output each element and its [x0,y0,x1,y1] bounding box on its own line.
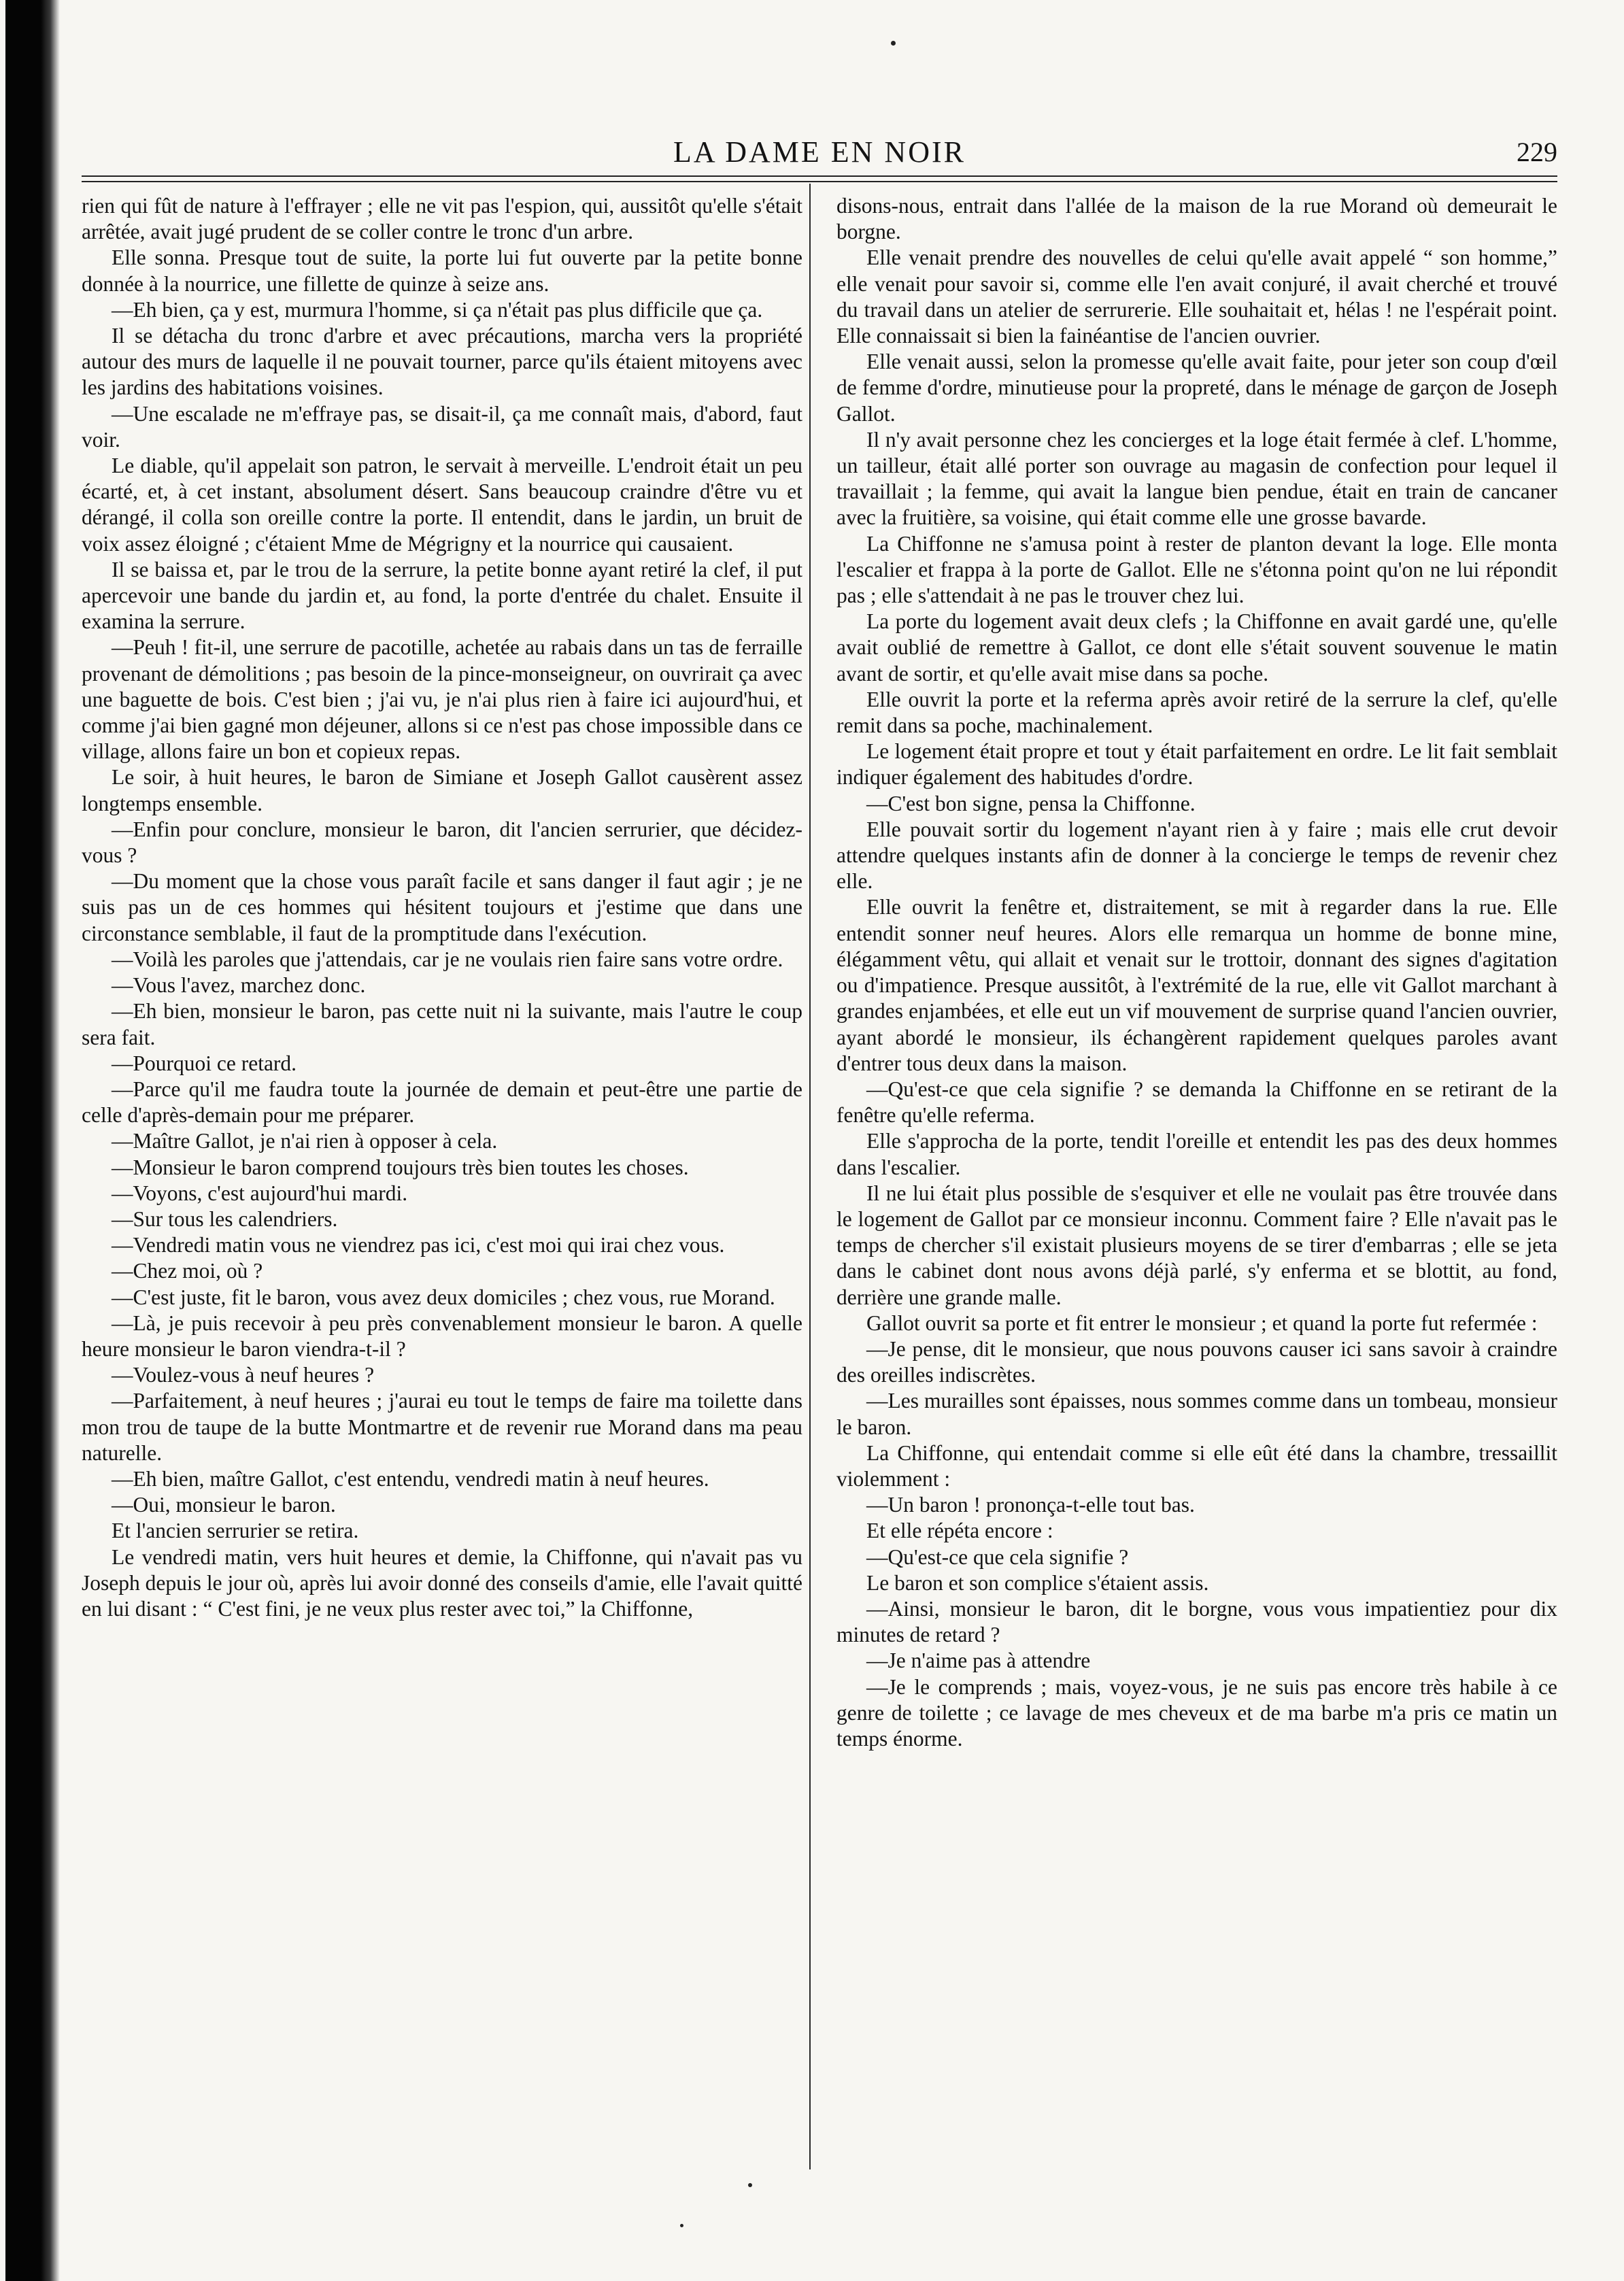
running-header [82,102,1557,184]
paragraph: Elle sonna. Presque tout de suite, la porte lui fut ouverte par la petite bonne donnée à la nourrice, une fillette de quinze à seize ans. [82,246,802,296]
paragraph: —Sur tous les calendriers. [112,1206,338,1231]
paragraph: —Du moment que la chose vous paraît facile et sans danger il faut agir ; je ne suis pas un de ces hommes qui hésitent toujours et j'estime que dans une circonstance semblable, il faut de la promptitude dans l'exécution. [82,869,802,945]
paragraph: Elle pouvait sortir du logement n'ayant rien à y faire ; mais elle crut devoir attendre quelques instants afin de donner à la concierge le temps de revenir chez elle. [836,817,1557,894]
paragraph: Il ne lui était plus possible de s'esquiver et elle ne voulait pas être trouvée dans le logement de Gallot par ce monsieur inconnu. Comment faire ? Elle n'avait pas le temps de chercher s'il existait plusieurs moyens de se tirer d'embarras ; elle se jeta dans le cabinet dont nous avons déjà parlé, s'y enferma et se blottit, au fond, derrière une grande malle. [836,1181,1557,1309]
paragraph: —Monsieur le baron comprend toujours très bien toutes les choses. [112,1155,689,1179]
paragraph: Le diable, qu'il appelait son patron, le servait à merveille. L'endroit était un peu écarté, et, à cet instant, absolument désert. Sans beaucoup craindre d'être vu et dérangé, il colla son oreille contre la porte. Il entendit, dans le jardin, un bruit de voix assez éloigné ; c'étaient Mme de Mégrigny et la nourrice qui causaient. [82,454,802,556]
page-number: 229 [1517,137,1557,167]
paragraph: —Eh bien, monsieur le baron, pas cette nuit ni la suivante, mais l'autre le coup sera fait. [82,999,802,1049]
header-rule-second [82,181,1557,182]
text-column-left [82,193,802,2193]
paragraph: —Les murailles sont épaisses, nous sommes comme dans un tombeau, monsieur le baron. [836,1389,1557,1439]
paragraph: Elle ouvrit la fenêtre et, distraitement, se mit à regarder dans la rue. Elle entendit sonner neuf heures. Alors elle remarqua un homme de bonne mine, élégamment vêtu, qui allait et venait sur le trottoir, donnant des signes d'agitation ou d'impatience. Presque aussitôt, à l'extrémité de la rue, elle vit Gallot marchant à grandes enjambées, et elle eut un vif mouvement de surprise quand l'ancien ouvrier, ayant abordé le monsieur, ils échangèrent rapidement quelques paroles avant d'entrer tous deux dans la maison. [836,895,1557,1075]
paragraph: —C'est juste, fit le baron, vous avez deux domiciles ; chez vous, rue Morand. [112,1285,775,1309]
paragraph: —Chez moi, où ? [112,1259,263,1283]
paragraph: —C'est bon signe, pensa la Chiffonne. [866,791,1196,815]
paragraph: —Eh bien, ça y est, murmura l'homme, si ça n'était pas plus difficile que ça. [112,297,763,322]
paragraph: —Maître Gallot, je n'ai rien à opposer à cela. [112,1129,498,1153]
paragraph: —Vendredi matin vous ne viendrez pas ici, c'est moi qui irai chez vous. [112,1233,725,1257]
paragraph: La Chiffonne, qui entendait comme si elle eût été dans la chambre, tressaillit violemment : [836,1440,1557,1491]
paragraph: Et l'ancien serrurier se retira. [112,1519,359,1543]
book-binding-edge [5,0,60,2281]
paragraph: Et elle répéta encore : [866,1519,1053,1543]
paragraph: —Vous l'avez, marchez donc. [112,973,366,998]
paragraph: —Enfin pour conclure, monsieur le baron, dit l'ancien serrurier, que décidez-vous ? [82,817,802,868]
paragraph: —Je le comprends ; mais, voyez-vous, je ne suis pas encore très habile à ce genre de toilette ; ce lavage de mes cheveux et de ma barbe m'a pris ce matin un temps énorme. [836,1674,1557,1751]
paragraph: Le soir, à huit heures, le baron de Simiane et Joseph Gallot causèrent assez longtemps ensemble. [82,765,802,815]
paragraph: —Qu'est-ce que cela signifie ? [866,1544,1129,1569]
paragraph: Gallot ouvrit sa porte et fit entrer le monsieur ; et quand la porte fut refermée : [866,1311,1538,1335]
paragraph: —Je n'aime pas à attendre [866,1649,1091,1673]
paragraph: —Voilà les paroles que j'attendais, car je ne voulais rien faire sans votre ordre. [112,947,783,971]
paragraph: La Chiffonne ne s'amusa point à rester de planton devant la loge. Elle monta l'escalier et frappa à la porte de Gallot. Elle ne s'étonna point qu'on ne lui répondit pas ; elle s'attendait à ne pas le trouver chez lui. [836,531,1557,608]
paragraph: —Voulez-vous à neuf heures ? [112,1363,375,1387]
paragraph: —Peuh ! fit-il, une serrure de pacotille, achetée au rabais dans un tas de ferraille provenant de démolitions ; pas besoin de la pince-monseigneur, on ouvrirait ça avec une baguette de bois. C'est bien ; j'ai vu, je n'ai plus rien à faire ici aujourd'hui, et comme j'ai bien gagné mon déjeuner, allons si ce n'est pas chose impossible dans ce village, allons faire un bon et copieux repas. [82,635,802,764]
paragraph: —Là, je puis recevoir à peu près convenablement monsieur le baron. A quelle heure monsieur le baron viendra-t-il ? [82,1311,802,1361]
paragraph: Elle ouvrit la porte et la referma après avoir retiré de la serrure la clef, qu'elle remit dans sa poche, machinalement. [836,687,1557,738]
paragraph: —Parfaitement, à neuf heures ; j'aurai eu tout le temps de faire ma toilette dans mon trou de taupe de la butte Montmartre et de revenir rue Morand dans ma peau naturelle. [82,1389,802,1465]
paragraph: —Une escalade ne m'effraye pas, se disait-il, ça me connaît mais, d'abord, faut voir. [82,401,802,452]
paragraph: —Parce qu'il me faudra toute la journée de demain et peut-être une partie de celle d'après-demain pour me préparer. [82,1077,802,1128]
paragraph: —Je pense, dit le monsieur, que nous pouvons causer ici sans savoir à craindre des oreilles indiscrètes. [836,1336,1557,1387]
paragraph: —Oui, monsieur le baron. [112,1493,336,1517]
paragraph: Il se baissa et, par le trou de la serrure, la petite bonne ayant retiré la clef, il put apercevoir une bande du jardin et, au fond, la porte d'entrée du chalet. Ensuite il examina la serrure. [82,557,802,634]
paragraph: Il se détacha du tronc d'arbre et avec précautions, marcha vers la propriété autour des murs de laquelle il ne pouvait tourner, parce qu'ils étaient mitoyens avec les jardins des habitations voisines. [82,324,802,400]
paragraph: disons-nous, entrait dans l'allée de la maison de la rue Morand où demeurait le borgne. [836,194,1557,244]
paragraph: —Un baron ! prononça-t-elle tout bas. [866,1493,1195,1517]
paragraph: Le vendredi matin, vers huit heures et demie, la Chiffonne, qui n'avait pas vu Joseph depuis le jour où, après lui avoir donné des conseils d'amie, elle l'avait quitté en lui disant : “ C'est fini, je ne veux plus rester avec toi,” la Chiffonne, [82,1544,802,1621]
paragraph: Elle s'approcha de la porte, tendit l'oreille et entendit les pas des deux hommes dans l'escalier. [836,1129,1557,1179]
paragraph: Elle venait aussi, selon la promesse qu'elle avait faite, pour jeter son coup d'œil de femme d'ordre, minutieuse pour la propreté, dans le ménage de garçon de Joseph Gallot. [836,350,1557,426]
page-title: LA DAME EN NOIR [673,135,966,169]
paragraph: Le logement était propre et tout y était parfaitement en ordre. Le lit fait semblait indiquer également des habitudes d'ordre. [836,739,1557,790]
paragraph: rien qui fût de nature à l'effrayer ; elle ne vit pas l'espion, qui, aussitôt qu'elle s'était arrêtée, avait jugé prudent de se coller contre le tronc d'un arbre. [82,194,802,244]
paragraph: —Eh bien, maître Gallot, c'est entendu, vendredi matin à neuf heures. [112,1466,709,1491]
ink-speck [891,41,896,46]
paragraph: —Ainsi, monsieur le baron, dit le borgne, vous vous impatientiez pour dix minutes de retard ? [836,1596,1557,1647]
ink-speck [748,2183,752,2187]
text-column-right [836,193,1557,2193]
paragraph: La porte du logement avait deux clefs ; la Chiffonne en avait gardé une, qu'elle avait oublié de remettre à Gallot, ce dont elle s'était souvent souvenue le matin avant de sortir, et qu'elle avait mise dans sa poche. [836,609,1557,686]
paragraph: Elle venait prendre des nouvelles de celui qu'elle avait appelé “ son homme,” elle venait pour savoir si, comme elle l'en avait conjuré, il avait cherché et trouvé du travail dans un atelier de serrurerie. Elle souhaitait et, hélas ! ne l'espérait point. Elle connaissait si bien la fainéantise de l'ancien ouvrier. [836,246,1557,348]
paragraph: Le baron et son complice s'étaient assis. [866,1570,1209,1595]
ink-speck [680,2224,683,2227]
paragraph: Il n'y avait personne chez les concierges et la loge était fermée à clef. L'homme, un tailleur, était allé porter son ouvrage au magasin de confection pour lequel il travaillait ; la femme, qui avait la langue bien pendue, était en train de cancaner avec la fruitière, sa voisine, qui était comme elle une grosse bavarde. [836,427,1557,530]
paragraph: —Pourquoi ce retard. [112,1051,297,1075]
paragraph: —Voyons, c'est aujourd'hui mardi. [112,1181,408,1205]
header-rule [82,175,1557,177]
paragraph: —Qu'est-ce que cela signifie ? se demanda la Chiffonne en se retirant de la fenêtre qu'elle referma. [836,1077,1557,1128]
column-divider [809,184,811,2169]
